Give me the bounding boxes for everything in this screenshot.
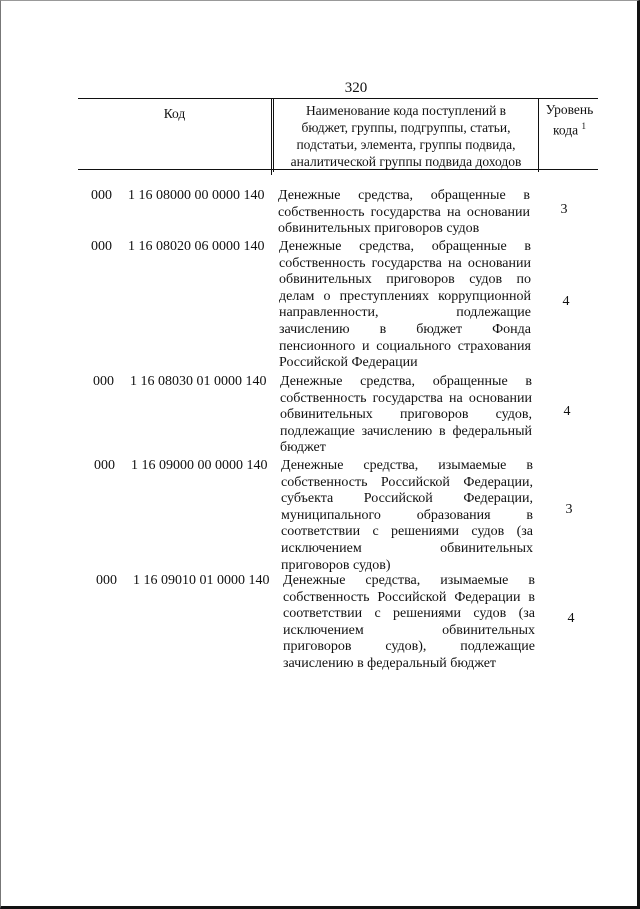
income-name [278,188,530,238]
page-number: 320 [344,80,368,96]
kbk-code: 1 16 08020 06 0000 140 [128,239,265,254]
admin-code: 000 [96,573,117,588]
name-line: субъекта Российской Федерации, [281,491,533,507]
income-name [280,374,532,457]
name-line: Денежные средства, обращенные в [280,374,532,389]
header-code: Код [78,99,272,175]
name-line: Денежные средства, изымаемые в [281,458,533,473]
name-line: собственность государства на основании [278,204,530,220]
kbk-code: 1 16 08030 01 0000 140 [130,374,267,389]
name-line: Российской Федерации [279,355,418,371]
name-line: исключением обвинительных [281,540,533,556]
income-name [283,573,535,673]
footnote-marker: 1 [581,121,586,131]
admin-code: 000 [91,188,112,203]
name-line: пенсионного и социального страхования [279,338,531,354]
name-line: соответствии с решениями судов (за [281,524,533,540]
table-header [78,98,598,170]
header-name-line: бюджет, группы, подгруппы, статьи, [301,120,511,135]
level-value: 3 [560,202,568,217]
kbk-code: 1 16 09010 01 0000 140 [133,573,270,588]
name-line: зачислению в бюджет Фонда [279,321,531,337]
name-line: муниципального образования в [281,507,533,523]
kbk-code: 1 16 09000 00 0000 140 [131,458,268,473]
name-line: подлежащие зачислению в федеральный [280,423,532,439]
header-level-line2 [541,118,598,139]
level-value: 4 [562,294,570,309]
name-line: собственность государства на основании [279,255,531,271]
name-line: соответствии с решениями судов (за [283,606,535,622]
name-line: обвинительных приговоров судов, [280,407,532,423]
header-level-word: кода [553,122,579,138]
header-name-line: подстатьи, элемента, группы подвида, [296,137,516,152]
name-line: Денежные средства, обращенные в [278,188,530,203]
name-line: Денежные средства, изымаемые в [283,573,535,588]
income-name [279,239,531,372]
header-name [273,99,539,172]
name-line: бюджет [280,440,326,456]
header-name-line: аналитической группы подвида доходов [290,154,522,169]
name-line: собственность Российской Федерации в [283,589,535,605]
name-line: приговоров судов), подлежащие [283,639,535,655]
name-line: делам о преступлениях коррупционной [279,288,531,304]
name-line: приговоров судов) [281,557,391,573]
name-line: собственность государства на основании [280,390,532,406]
name-line: зачислению в федеральный бюджет [283,655,497,671]
header-level-line1: Уровень [545,102,594,117]
level-value: 3 [565,502,573,517]
name-line: обвинительных приговоров судов по [279,272,531,288]
admin-code: 000 [94,458,115,473]
header-level [541,99,598,171]
name-line: Денежные средства, обращенные в [279,239,531,254]
header-name-line: Наименование кода поступлений в [305,103,507,118]
admin-code: 000 [91,239,112,254]
income-name [281,458,533,574]
name-line: исключением обвинительных [283,622,535,638]
name-line: обвинительных приговоров судов [278,221,480,237]
name-line: собственность Российской Федерации, [281,474,533,490]
level-value: 4 [567,611,575,626]
kbk-code: 1 16 08000 00 0000 140 [128,188,265,203]
name-line: направленности, подлежащие [279,305,531,321]
level-value: 4 [563,404,571,419]
admin-code: 000 [93,374,114,389]
